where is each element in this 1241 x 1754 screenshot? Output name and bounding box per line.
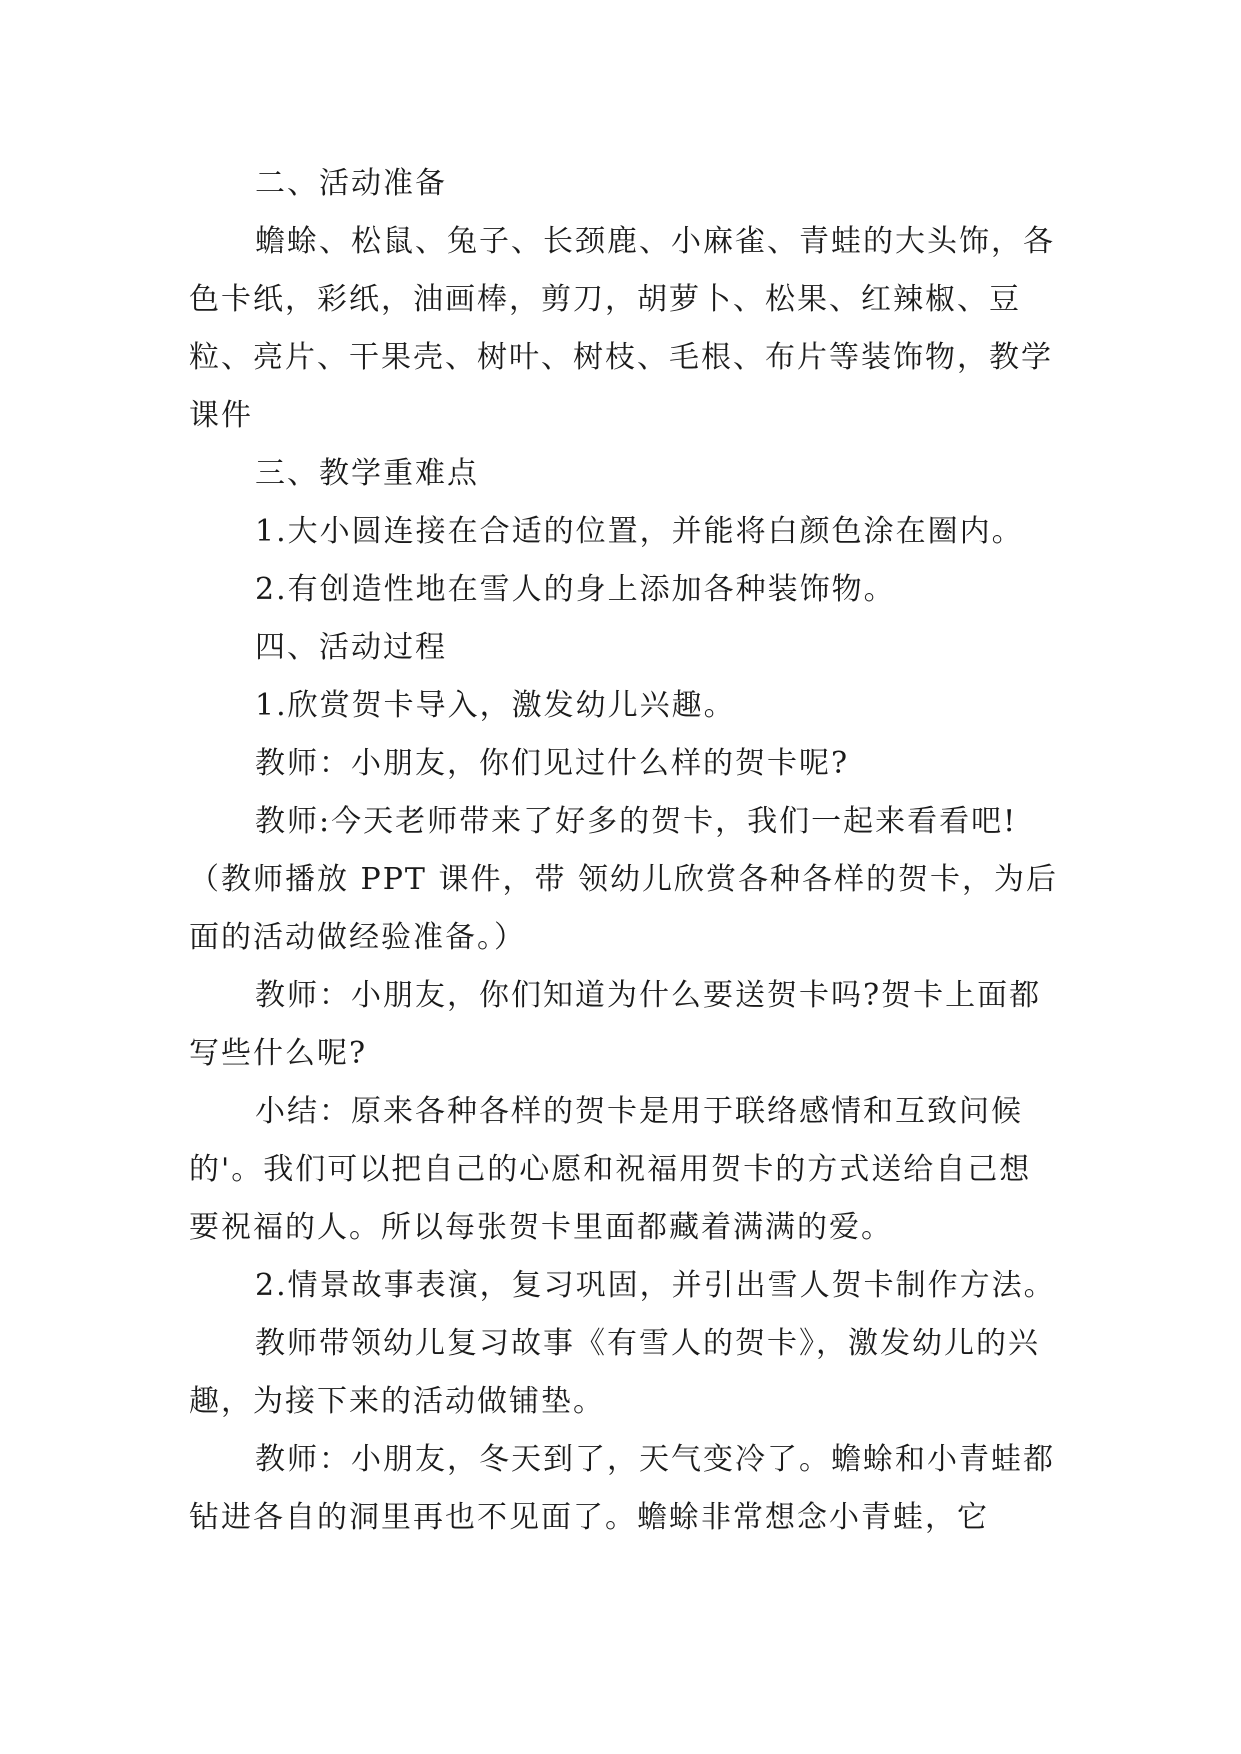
key-point-2: 2.有创造性地在雪人的身上添加各种装饰物。 bbox=[255, 572, 896, 607]
process-step-2: 2.情景故事表演，复习巩固，并引出雪人贺卡制作方法。 bbox=[255, 1268, 1056, 1303]
summary-paragraph: 小结：原来各种各样的贺卡是用于联络感情和互致问候的'。我们可以把自己的心愿和祝福用贺卡的方式送给自己想要祝福的人。所以每张贺卡里面都藏着满满的爱。 bbox=[189, 1094, 1032, 1245]
story-review-paragraph: 教师带领幼儿复习故事《有雪人的贺卡》，激发幼儿的兴趣，为接下来的活动做铺垫。 bbox=[189, 1326, 1040, 1419]
teacher-line-3: 教师：小朋友，你们知道为什么要送贺卡吗?贺卡上面都写些什么呢? bbox=[189, 978, 1042, 1071]
document-page bbox=[189, 155, 1059, 1547]
section-heading-process: 四、活动过程 bbox=[255, 630, 447, 665]
teacher-line-1: 教师：小朋友，你们见过什么样的贺卡呢? bbox=[255, 746, 850, 781]
stage-direction-ppt: （教师播放 PPT 课件，带 领幼儿欣赏各种各样的贺卡，为后面的活动做经验准备。） bbox=[189, 862, 1058, 955]
section-heading-key-points: 三、教学重难点 bbox=[255, 456, 479, 491]
process-step-1: 1.欣赏贺卡导入，激发幼儿兴趣。 bbox=[255, 688, 736, 723]
teacher-line-2: 教师:今天老师带来了好多的贺卡，我们一起来看看吧! bbox=[255, 804, 1018, 839]
teacher-line-4: 教师：小朋友，冬天到了，天气变冷了。蟾蜍和小青蛙都钻进各自的洞里再也不见面了。蟾蜍非常想念小青蛙，它 bbox=[189, 1442, 1055, 1535]
paragraph-materials: 蟾蜍、松鼠、兔子、长颈鹿、小麻雀、青蛙的大头饰，各色卡纸，彩纸，油画棒，剪刀，胡萝卜、松果、红辣椒、豆粒、亮片、干果壳、树叶、树枝、毛根、布片等装饰物，教学课件 bbox=[189, 224, 1055, 433]
section-heading-preparation: 二、活动准备 bbox=[255, 166, 447, 201]
key-point-1: 1.大小圆连接在合适的位置，并能将白颜色涂在圈内。 bbox=[255, 514, 1024, 549]
